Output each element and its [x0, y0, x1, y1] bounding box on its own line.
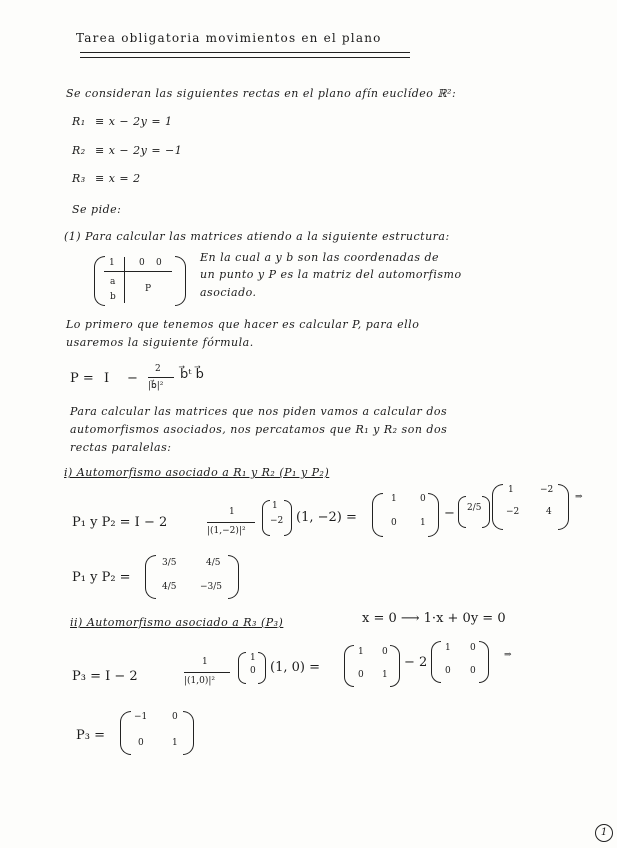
line-r2-eq: ≡ x − 2y = −1 [95, 144, 183, 157]
struct-note-1: En la cual a y b son las coordenadas de [200, 251, 440, 264]
eq1-implies: ⇒ [575, 492, 583, 502]
struct-note-3: asociado. [200, 286, 257, 299]
eq3-id-lparen [344, 645, 354, 687]
eq4-lparen [120, 711, 131, 755]
eq1-id-rparen [428, 493, 439, 537]
eq1-id-12: 0 [420, 494, 426, 504]
eq1-frac-rparen [482, 496, 490, 528]
eq3-den: |(1,0)|² [184, 676, 216, 686]
eq3-id-11: 1 [358, 647, 364, 657]
eq3-frac-bar [184, 672, 230, 673]
line-r3-eq: ≡ x = 2 [95, 172, 141, 185]
section-1-heading: i) Automorfismo asociado a R₁ y R₂ (P₁ y P₂) [64, 466, 330, 479]
eq3-colv-2: 0 [250, 666, 256, 676]
eq3-id-22: 1 [382, 670, 388, 680]
section-2-heading: ii) Automorfismo asociado a R₃ (P₃) [70, 616, 284, 629]
eq2-mat-11: 3/5 [162, 558, 177, 568]
first-step-1: Lo primero que tenemos que hacer es calcular P, para ello [66, 318, 420, 331]
struct-a: a [110, 277, 116, 287]
struct-b: b [110, 292, 116, 302]
eq3-implies: ⇒ [504, 650, 512, 660]
eq3-row: (1, 0) = [270, 660, 320, 675]
eq1-mat-rparen [558, 484, 569, 530]
eq2-lhs: P₁ y P₂ = [72, 570, 131, 585]
formula-den: |b⃗|² [148, 381, 164, 391]
eq1-minus: − [444, 506, 455, 521]
eq3-id-21: 0 [358, 670, 364, 680]
line-r3-label: R₃ [72, 172, 86, 185]
eq3-mat-rparen [479, 641, 489, 683]
eq3-num: 1 [202, 657, 208, 667]
eq4-lhs: P₃ = [76, 728, 105, 743]
para-calc-3: rectas paralelas: [70, 441, 172, 454]
struct-left-paren [94, 256, 105, 306]
eq1-colv-lparen [262, 500, 270, 536]
eq1-colv-2: −2 [270, 516, 284, 526]
page-number: 1 [595, 824, 613, 842]
eq1-lhs: P₁ y P₂ = I − 2 [72, 515, 168, 530]
eq3-lhs: P₃ = I − 2 [72, 669, 138, 684]
eq2-lparen [145, 555, 156, 599]
eq3-id-rparen [390, 645, 400, 687]
struct-right-paren [175, 256, 186, 306]
line-r1-label: R₁ [72, 115, 86, 128]
eq1-frac-bar [207, 522, 255, 523]
struct-p: P [145, 284, 152, 294]
eq3-colv-1: 1 [250, 653, 256, 663]
eq3-mat-lparen [431, 641, 441, 683]
eq3-colv-rparen [258, 652, 266, 684]
eq1-num: 1 [229, 507, 235, 517]
eq1-mat-11: 1 [508, 485, 514, 495]
eq1-id-lparen [372, 493, 383, 537]
line-r1-eq: ≡ x − 2y = 1 [95, 115, 173, 128]
eq1-id-11: 1 [391, 494, 397, 504]
eq1-row: (1, −2) = [296, 510, 357, 525]
page-title: Tarea obligatoria movimientos en el plano [76, 31, 382, 45]
eq3-id-12: 0 [382, 647, 388, 657]
struct-vdivider [124, 257, 125, 303]
eq2-mat-21: 4/5 [162, 582, 177, 592]
eq1-colv-rparen [284, 500, 292, 536]
formula-lhs: P = [70, 371, 94, 386]
line-r2-label: R₂ [72, 144, 86, 157]
eq1-den: |(1,−2)|² [207, 526, 246, 536]
eq1-frac: 2/5 [467, 503, 482, 513]
eq2-mat-12: 4/5 [206, 558, 221, 568]
eq3-colv-lparen [238, 652, 246, 684]
eq2-rparen [228, 555, 239, 599]
eq1-mat-lparen [492, 484, 503, 530]
eq4-mat-22: 1 [172, 738, 178, 748]
eq1-mat-21: −2 [506, 507, 520, 517]
first-step-2: usaremos la siguiente fórmula. [66, 336, 254, 349]
eq4-mat-12: 0 [172, 712, 178, 722]
formula-minus: − [127, 371, 138, 386]
eq2-mat-22: −3/5 [200, 582, 223, 592]
struct-r1-a: 1 [109, 258, 115, 268]
formula-rhs: b⃗ᵗ b⃗ [180, 367, 204, 382]
title-underline-1 [80, 52, 410, 53]
formula-num: 2 [155, 364, 161, 374]
struct-r1-b: 0 [139, 258, 145, 268]
formula-frac-bar [148, 377, 174, 378]
title-underline-2 [80, 57, 410, 58]
se-pide: Se pide: [72, 203, 122, 216]
eq3-mat-21: 0 [445, 666, 451, 676]
para-calc-1: Para calcular las matrices que nos piden vamos a calcular dos [70, 405, 448, 418]
eq4-mat-21: 0 [138, 738, 144, 748]
eq4-rparen [183, 711, 194, 755]
eq3-mat-12: 0 [470, 643, 476, 653]
eq3-mat-11: 1 [445, 643, 451, 653]
eq1-mat-22: 4 [546, 507, 552, 517]
para-calc-2: automorfismos asociados, nos percatamos que R₁ y R₂ son dos [70, 423, 448, 436]
eq1-frac-lparen [458, 496, 466, 528]
eq1-colv-1: 1 [272, 501, 278, 511]
struct-hdivider [104, 271, 172, 272]
item-1: (1) Para calcular las matrices atiendo a la siguiente estructura: [64, 230, 450, 243]
eq3-mat-22: 0 [470, 666, 476, 676]
intro-text: Se consideran las siguientes rectas en el plano afín euclídeo ℝ²: [66, 87, 457, 100]
eq1-id-22: 1 [420, 518, 426, 528]
struct-r1-c: 0 [156, 258, 162, 268]
struct-note-2: un punto y P es la matriz del automorfismo [200, 268, 462, 281]
section-2-note: x = 0 ⟶ 1·x + 0y = 0 [362, 611, 506, 626]
eq1-id-21: 0 [391, 518, 397, 528]
eq1-mat-12: −2 [540, 485, 554, 495]
formula-i: I [104, 371, 110, 386]
eq4-mat-11: −1 [134, 712, 148, 722]
eq3-minus: − 2 [404, 655, 428, 670]
